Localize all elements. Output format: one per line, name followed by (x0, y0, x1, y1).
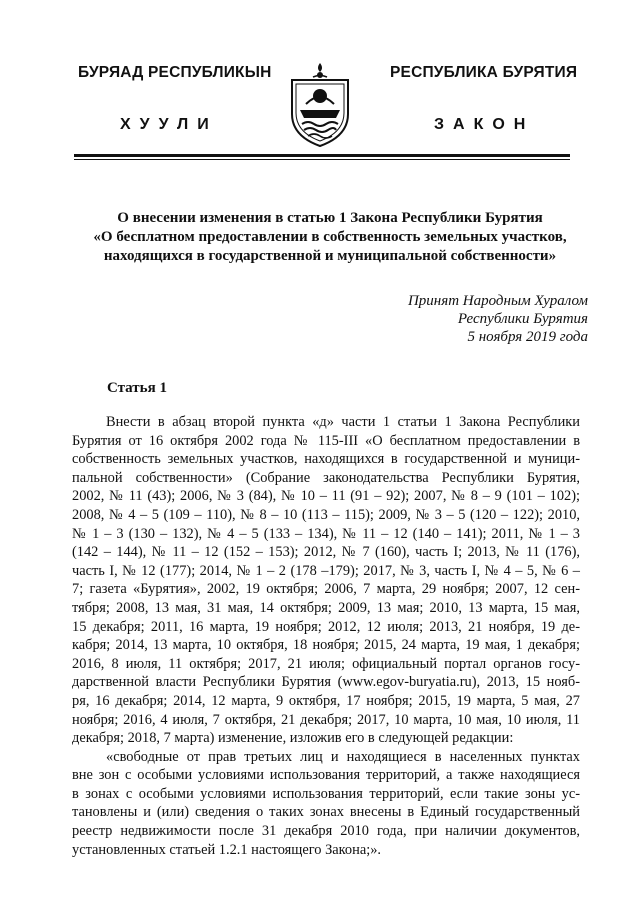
title-line: «О бесплатном предоставлении в собственность земельных участков, (93, 229, 567, 245)
body-line: (142 – 144), № 11 – 12 (152 – 153); 2012, № 7 (160), часть I; 2013, № 11 (176), (72, 544, 580, 561)
body-line: Бурятия от 16 октября 2002 года № 115-III «О бесплатном предоставлении в (72, 432, 580, 449)
title-line: находящихся в государственной и муниципальной собственности» (103, 248, 557, 264)
title-line: О внесении изменения в статью 1 Закона Республики Бурятия (117, 210, 543, 226)
body-line: дарственной власти Республики Бурятия (www.egov-buryatia.ru), 2013, 15 нояб- (72, 674, 580, 691)
body-line: 2008, № 4 – 5 (109 – 110), № 8 – 10 (113 – 115); 2009, № 3 – 5 (120 – 122); 2010, (72, 506, 580, 523)
document-title (60, 209, 600, 266)
quote-line: в зонах с особыми условиями использования территорий, если такие зоны ус- (72, 785, 580, 802)
quote-line: вне зон с особыми условиями использования территорий, а также находящиеся (72, 767, 580, 784)
coat-of-arms-emblem-icon (286, 62, 354, 148)
body-line: собственность земельных участков, находящихся в государственной и муници- (72, 451, 580, 468)
article-body (72, 413, 580, 859)
body-line: 2016, 8 июля, 11 октября; 2017, 21 июля; официальный портал органов госу- (72, 655, 580, 672)
body-line: пальной собственности» (Собрание законодательства Республики Бурятия, (72, 469, 580, 486)
body-line: 7; газета «Бурятия», 2002, 19 октября; 2006, 7 марта, 29 ноября; 2007, 12 сен- (72, 581, 580, 598)
adoption-line: Принят Народным Хуралом (407, 293, 588, 309)
body-line: 2002, № 11 (43); 2006, № 3 (84), № 10 – 11 (91 – 92); 2007, № 8 – 9 (101 – 102); (72, 488, 580, 505)
body-line: декабря; 2018, 7 марта) изменение, изложив его в следующей редакции: (72, 730, 514, 747)
adoption-date: 5 ноября 2019 года (467, 329, 588, 345)
article-heading: Статья 1 (107, 380, 167, 396)
body-line: тября; 2008, 13 мая, 31 мая, 14 октября; 2009, 13 мая; 2010, 13 марта, 15 мая, (72, 599, 580, 616)
adoption-block (408, 292, 588, 346)
header-right-subtitle: ЗАКОН (434, 116, 535, 133)
header-left-subtitle: ХУУЛИ (120, 116, 218, 133)
header-divider-thick (74, 154, 570, 157)
quote-line: реестр недвижимости после 31 декабря 2010 года, при наличии документов, (72, 823, 580, 840)
header-divider-thin (74, 159, 570, 160)
body-line: часть I, № 12 (177); 2014, № 1 – 2 (178 –179); 2017, № 3, часть I, № 4 – 5, № 6 – (72, 562, 580, 579)
body-line: ря, 16 декабря; 2014, 12 марта, 9 октября, 17 ноября; 2015, 19 марта, 5 мая, 27 (72, 692, 580, 709)
body-line: ноября; 2016, 4 июля, 7 октября, 21 декабря; 2017, 10 марта, 10 мая, 10 июля, 11 (72, 711, 580, 728)
header-right-title: РЕСПУБЛИКА БУРЯТИЯ (390, 64, 578, 81)
body-line: Внести в абзац второй пункта «д» части 1 статьи 1 Закона Республики (106, 414, 580, 430)
body-line: 15 декабря; 2011, 16 марта, 19 ноября; 2012, 12 июля; 2013, 21 ноября, 19 де- (72, 618, 580, 635)
adoption-line: Республики Бурятия (457, 311, 588, 327)
quote-line: «свободные от прав третьих лиц и находящиеся в населенных пунктах (106, 748, 580, 765)
body-line: № 1 – 3 (130 – 132), № 4 – 5 (133 – 134), № 11 – 12 (140 – 141); 2011, № 1 – 3 (72, 525, 580, 542)
body-line: кабря; 2014, 13 марта, 10 октября, 18 ноября; 2015, 24 марта, 19 мая, 1 декабря; (72, 637, 580, 654)
quote-line: установленных статьей 1.2.1 настоящего Закона;». (72, 841, 382, 858)
header-left-title: БУРЯАД РЕСПУБЛИКЫН (78, 64, 272, 81)
quote-line: тановлены и (или) сведения о таких зонах внесены в Единый государственный (72, 804, 580, 821)
